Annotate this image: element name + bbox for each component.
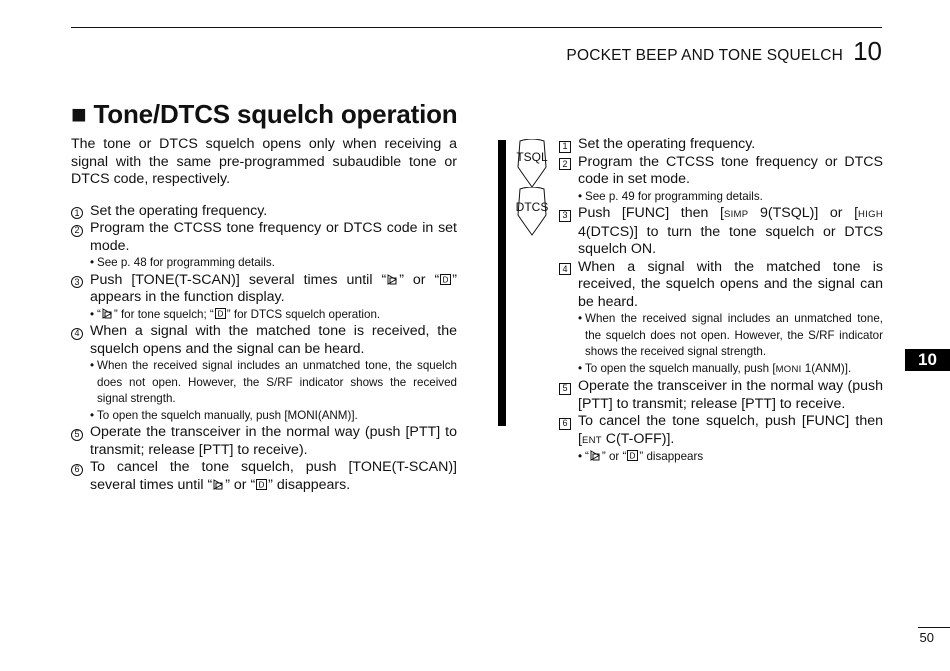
left-step-5 (71, 424, 457, 459)
left-step-1 (71, 203, 457, 221)
note: • See p. 49 for programming details. (578, 189, 763, 203)
step-text: Set the operating frequency. (90, 202, 268, 219)
step-text: Program the CTCSS tone frequency or DTCS code in set mode. (90, 220, 457, 254)
step-number: 5 (71, 429, 83, 441)
step-number: 1 (71, 207, 83, 219)
step-number: 5 (559, 383, 571, 395)
right-step-3 (559, 205, 883, 259)
step-text: Program the CTCSS tone frequency or DTCS code in set mode. (578, 153, 883, 187)
step-text: To cancel the tone squelch, push [FUNC] then [ENT C(T-OFF)]. (578, 413, 883, 447)
tsql-key-icon (516, 139, 548, 189)
simp-key: SIMP (723, 209, 749, 220)
step-text: To cancel the tone squelch, push [TONE(T-SCAN)] several times until “ ” or “ D ” disappears. (90, 459, 457, 493)
step-text: Push [FUNC] then [SIMP 9(TSQL)] or [HIGH 4(DTCS)] to turn the tone squelch or DTCS squelch ON. (578, 205, 883, 257)
chapter-header (566, 36, 882, 67)
dtcs-icon (215, 308, 226, 319)
right-step-4 (559, 259, 883, 312)
tone-squelch-icon (387, 274, 398, 285)
note: • To open the squelch manually, push [MONI 1(ANM)]. (578, 361, 852, 375)
page-number: 50 (919, 630, 934, 645)
bottom-rule (918, 627, 950, 628)
dtcs-icon (256, 479, 267, 490)
step-text: Push [TONE(T-SCAN)] several times until “ ” or “ D ” appears in the function display. (90, 271, 457, 305)
right-step-1 (559, 136, 883, 154)
left-column (71, 136, 457, 494)
svg-text:D: D (217, 309, 224, 318)
right-step-2 (559, 154, 883, 189)
step-number: 3 (559, 210, 571, 222)
step-number: 2 (71, 225, 83, 237)
dtcs-icon (627, 450, 638, 461)
step-number: 6 (559, 418, 571, 430)
step-text: Operate the transceiver in the normal way (push [PTT] to transmit; release [PTT] to receive). (90, 424, 457, 458)
top-rule (71, 27, 882, 28)
section-title: Tone/DTCS squelch operation (93, 99, 458, 129)
svg-text:D: D (258, 480, 265, 489)
section-heading (71, 99, 457, 130)
step-text: When a signal with the matched tone is received, the squelch opens and the signal can be heard. (90, 323, 457, 357)
high-key: HIGH (858, 209, 883, 220)
note: • “ ” or “ D ” disappears (578, 450, 704, 463)
moni-key: MONI (775, 363, 802, 375)
left-steps (71, 203, 457, 495)
tone-squelch-icon (102, 308, 113, 319)
step-text: Set the operating frequency. (578, 136, 756, 152)
tone-squelch-icon (213, 479, 224, 490)
svg-text:D: D (442, 275, 449, 284)
tone-squelch-icon (590, 450, 601, 461)
dtcs-key-label: DTCS (515, 200, 549, 214)
step-number: 1 (559, 141, 571, 153)
step-text: Operate the transceiver in the normal way (push [PTT] to transmit; release [PTT] to receive. (578, 378, 883, 412)
step-text: When a signal with the matched tone is received, the squelch opens and the signal can be heard. (578, 258, 883, 310)
left-step-3 (71, 272, 457, 307)
right-step-5 (559, 378, 883, 413)
intro-paragraph: The tone or DTCS squelch opens only when receiving a signal with the same pre-programmed subaudible tone or DTCS code, respectively. (71, 136, 457, 187)
note: • See p. 48 for programming details. (90, 256, 275, 269)
tsql-key-label: TSQL (516, 150, 548, 164)
step-number: 3 (71, 276, 83, 288)
note: • To open the squelch manually, push [MONI(ANM)]. (90, 408, 358, 422)
step-number: 4 (559, 263, 571, 275)
step-number: 4 (71, 328, 83, 340)
chapter-number: 10 (853, 36, 882, 66)
right-column (559, 136, 883, 466)
dtcs-icon (440, 274, 451, 285)
ent-key: ENT (581, 434, 602, 446)
side-bar (498, 140, 506, 426)
svg-text:D: D (629, 451, 636, 461)
note: • When the received signal includes an unmatched tone, the squelch does not open. However, the S/RF indicator shows the received signal strength. (90, 359, 457, 405)
step-number: 2 (559, 158, 571, 170)
left-step-4 (71, 323, 457, 358)
left-step-6 (71, 459, 457, 494)
note: • “ ” for tone squelch; “ D ” for DTCS squelch operation. (90, 307, 381, 321)
left-step-2 (71, 220, 457, 255)
step-number: 6 (71, 464, 83, 476)
note: • When the received signal includes an unmatched tone, the squelch does not open. However, the S/RF indicator shows the received signal strength. (578, 312, 883, 358)
chapter-title: POCKET BEEP AND TONE SQUELCH (566, 47, 844, 64)
section-marker: ■ (71, 99, 87, 129)
chapter-tab: 10 (905, 349, 950, 371)
right-step-6 (559, 413, 883, 449)
